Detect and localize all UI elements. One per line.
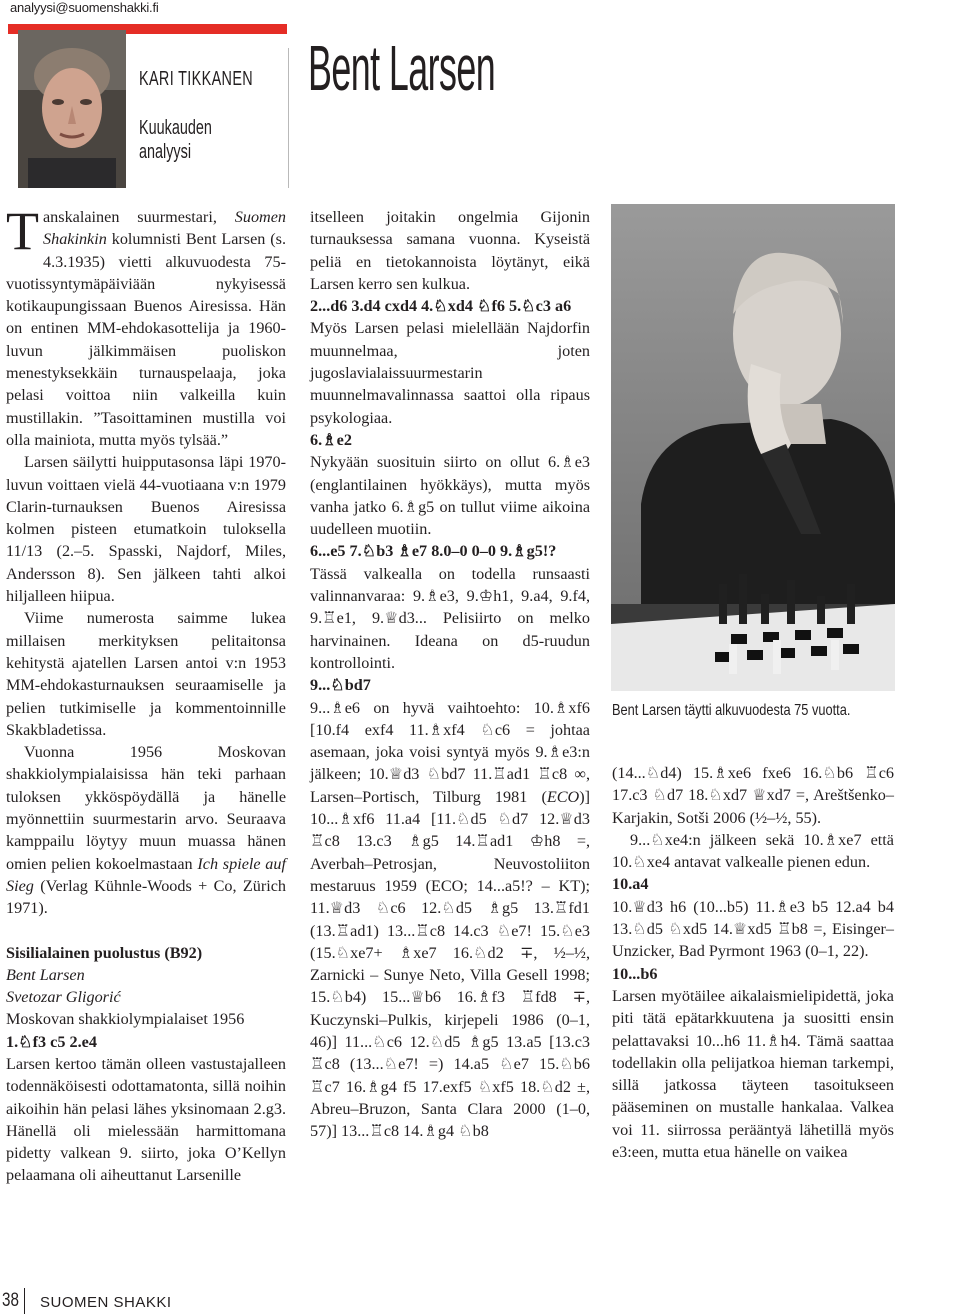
book-title: Ich spiele auf Sieg <box>6 854 286 895</box>
text-column-1 <box>6 201 286 1187</box>
paragraph: Larsen kertoo tämän olleen vastustajalleen todennäköisesti odottamatonta, sillä noihin aikoihin hän pelasi lähes yksinomaan 2.g3. Hänellä oli mielessään harmittomana pidetty valkean 9. siirto, joka O’Kellyn pelaamana oli aiheuttanut Larsenille <box>6 1054 286 1185</box>
paragraph: Larsen myötäilee aikalaismielipidettä, joka piti tätä epätarkkuutena ja suositti ensin pelattavaksi 10...h6 11.♗h4. Tämä saattaa todellakin olla pelijatkoa hieman tarkempi, sillä jatkossa täyteen tasoitukseen pääseminen on mustalle hankalaa. Valkea voi 11. siirrossa perääntyä lähetillä myös e3:een, mutta etua hänelle on vaikea <box>612 986 894 1162</box>
text-run: anskalainen suurmestari, <box>43 208 235 226</box>
black-player: Svetozar Gligorić <box>6 988 121 1007</box>
column-name-line1: Kuukauden <box>139 117 212 139</box>
text-run: kolumnisti Bent Larsen (s. 4.3.1935) vietti alkuvuodesta 75-vuotissyntymäpäiviään nykyisessä kotikaupungissaan Buenos Airesissa. Hän on entinen MM-ehdokasottelija ja 1960-luvun jälkimmäisen puoliskon menestyksekkäin turnauspelaaja, joka pelasi voittoa niin valkeilla kuin mustillakin. ”Tasoittaminen mustilla voi olla mainiota, mutta myös tylsää.” <box>6 230 286 449</box>
opening-name: Sisilialainen puolustus (B92) <box>6 943 203 962</box>
text-column-3 <box>612 762 894 1163</box>
page-number: 38 <box>2 1290 19 1311</box>
game-moves: 1.♘f3 c5 2.e4 <box>6 1032 97 1051</box>
author-portrait <box>18 30 126 188</box>
paragraph: 10.♕d3 h6 (10...b5) 11.♗e3 b5 12.a4 b4 13.♘d5 ♘xd5 14.♕xd5 ♖b8 =, Eisinger–Unzicker, Bad Pyrmont 1963 (0–1, 22). <box>612 897 894 961</box>
drop-cap: T <box>6 201 39 261</box>
paragraph: itselleen joitakin ongelmia Gijonin turnauksessa samana vuonna. Kyseistä peliä en tietokannoista löytänyt, eikä Larsen kerro sen kulkua. <box>310 208 590 293</box>
text-run: (Verlag Kühnle-Woods + Co, Zürich 1971). <box>6 876 286 918</box>
author-portrait-image <box>18 30 126 188</box>
text-run: Vuonna 1956 Moskovan shakkiolympialaisissa hän teki parhaan tuloksen ykköspöydällä ja hänelle myönnettiin suurmestarin arvo. Seuraava kamppailu löytyy muun muassa hänen omien pelien kokoelmastaan <box>6 743 286 873</box>
publication-name-footer: SUOMEN SHAKKI <box>40 1294 172 1311</box>
white-player: Bent Larsen <box>6 965 85 984</box>
column-name-line2: analyysi <box>139 141 192 163</box>
author-name: KARI TIKKANEN <box>139 68 254 90</box>
footer-divider <box>24 1288 25 1314</box>
larsen-photo-image <box>611 204 895 691</box>
reference-abbreviation: ECO <box>546 787 580 806</box>
paragraph: Viime numerosta saimme lukea millaisen merkityksen pelitaitonsa kehitystä ajatellen Larsen antoi v:n 1953 MM-ehdokasturnauksen seuraamiselle ja pelien tutkimiselle ja kommentoinnille Skakbladetissa. <box>6 609 286 739</box>
game-moves: 10.a4 <box>612 875 649 894</box>
paragraph: 9...♘xe4:n jälkeen sekä 10.♗xe7 että 10.♘xe4 antavat valkealle pienen edun. <box>612 830 894 872</box>
column-name <box>139 116 240 164</box>
game-moves: 9...♘bd7 <box>310 676 371 695</box>
paragraph: Larsen säilytti huipputasonsa läpi 1970-luvun voittaen vielä 44-vuotiaana v:n 1979 Clarin-turnauksen Buenos Airesissa kolmen pisteen etumatkoin tuloksella 11/13 (2.–5. Spasski, Najdorf, Miles, Andersson 8). Sen jälkeen tahti alkoi hiljalleen hiipua. <box>6 453 286 606</box>
article-title: Bent Larsen <box>308 32 496 104</box>
game-moves: 2...d6 3.d4 cxd4 4.♘xd4 ♘f6 5.♘c3 a6 <box>310 297 572 316</box>
header-divider <box>288 48 289 188</box>
event-name: Moskovan shakkiolympialaiset 1956 <box>6 1010 245 1029</box>
publication-name: Suomen Shakinkin <box>43 208 286 249</box>
author-email: analyysi@suomenshakki.fi <box>10 0 159 15</box>
game-moves: 6.♗e2 <box>310 430 352 449</box>
text-run: )] 10...♗xf6 11.a4 [11.♘d5 ♘d7 12.♕d3 ♖c8 13.c3 ♗g5 14.♖ad1 ♔h8 =, Averbah–Petrosjan, Neuvostoliiton mestaruus 1959 (ECO; 14...a5!? – KT); 11.♕d3 ♘c6 12.♘d5 ♗g5 13.♖fd1 (13.♖ad1) 13...♖c8 14.c3 ♘e7! 15.♘e3 (15.♘xe7+ ♗xe7 16.♘d2 ∓, ½–½, Zarnicki – Sunye Neto, Villa Gesell 1998; 15.♘b4) 15...♕b6 16.♗f3 ♖fd8 ∓, Kuczynski–Pulkis, kirjepeli 1986 (0–1, 46)] 11...♘c6 12.♘d5 ♗g5 13.a5 [13.c3 ♖c8 (13...♘e7! =) 14.a5 ♘e7 15.♘b6 ♖c7 16.♗g4 f5 17.exf5 ♘xf5 18.♘d2 ±, Abreu–Bruzon, Santa Clara 2000 (1–0, 57)] 13...♖c8 14.♗g4 ♘b8 <box>310 787 590 1141</box>
paragraph: Myös Larsen pelasi mielellään Najdorfin muunnelmaa, joten jugoslavialaissuurmestarin muunnelmavalinnassa saattoi olla ripaus psykologiaa. <box>310 319 590 427</box>
paragraph <box>6 741 286 919</box>
game-moves: 10...b6 <box>612 964 658 983</box>
paragraph: (14...♘d4) 15.♗xe6 fxe6 16.♘b6 ♖c6 17.c3 ♘d7 18.♘xd7 ♕xd7 =, Areštšenko–Karjakin, Sotši 2006 (½–½, 55). <box>612 764 894 827</box>
paragraph <box>6 201 286 451</box>
text-column-2 <box>310 206 590 1142</box>
paragraph: Nykyään suosituin siirto on ollut 6.♗e3 (englantilainen hyökkäys), mutta myös vanha jatko 6.♗g5 on tullut viime aikoina uudelleen muotiin. <box>310 453 590 539</box>
text-run: 9...♗e6 on hyvä vaihtoehto: 10.♗xf6 [10.f4 exf4 11.♗xf4 ♘c6 = johtaa asemaan, joka voisi syntyä myös 9.♗e3:n jälkeen; 10.♕d3 ♘bd7 11.♖ad1 ♖c8 ∞, Larsen–Portisch, Tilburg 1981 ( <box>310 698 590 806</box>
paragraph: Tässä valkealla on todella runsaasti valinnanvaraa: 9.♗e3, 9.♔h1, 9.a4, 9.f4, 9.♖e1, 9.♕d3... Pelisiirto on melko harvinainen. Ideana on d5-ruudun kontrollointi. <box>310 564 590 672</box>
paragraph <box>310 697 590 1143</box>
larsen-photo <box>611 204 895 691</box>
game-moves: 6...e5 7.♘b3 ♗e7 8.0–0 0–0 9.♗g5!? <box>310 542 557 561</box>
photo-caption: Bent Larsen täytti alkuvuodesta 75 vuotta. <box>612 702 851 719</box>
